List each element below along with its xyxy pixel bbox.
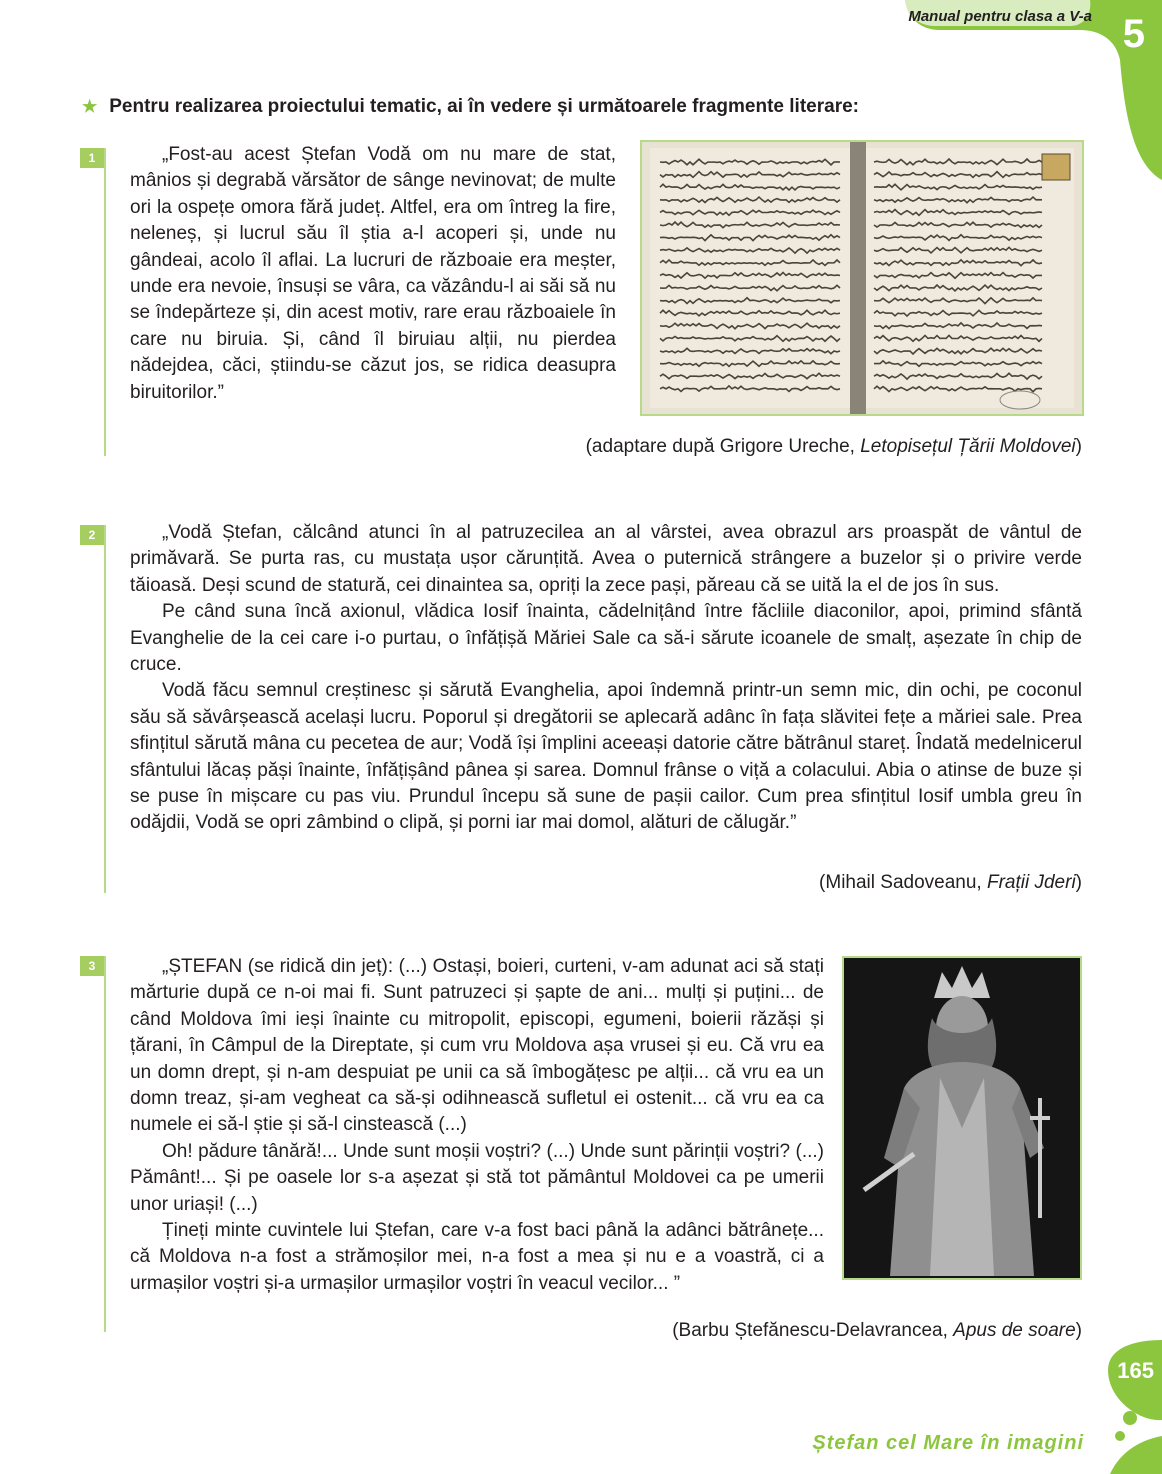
- fragment-2-source: [819, 872, 1082, 894]
- fragment-3-paragraph: Oh! pădure tânără!... Unde sunt moșii voștri? (...) Unde sunt părinții voștri? (...) Pământ!... Și pe oasele lor s-a așezat și stă tot pământul Moldovei ca pe umerii unor uriași! (...): [130, 1140, 824, 1215]
- fragment-3-badge: 3: [80, 956, 104, 976]
- portrait-image: [842, 956, 1082, 1280]
- fragment-3-paragraph: „ȘTEFAN (se ridică din jeț): (...) Ostași, boieri, curteni, v-am adunat aci să stați mărturie după ce n-oi mai fi. Sunt patruzeci și șapte de ani... mulți și puțini... de când Moldova îmi ieși înainte cu mitropolit, episcopi, egumeni, boierii răzăși și țărani, în Câmpul de la Direptate, și cum vru Moldova așa vrusei și eu. Că vru ea un domn drept, și n-am despuiat pe unii ca să îmbogățesc pe alții... că vru ea un domn treaz, și-am vegheat ca să-și odihnească sufletul ei ostenit... că vru ea ca numele ei să-l știe și să-l cinstească (...): [130, 956, 824, 1136]
- source-title: Apus de soare: [953, 1320, 1076, 1341]
- dot-icon: [1115, 1431, 1125, 1441]
- fragment-2-text: [130, 520, 1082, 837]
- star-icon: ★: [82, 97, 98, 116]
- source-prefix: (Mihail Sadoveanu,: [819, 872, 987, 893]
- section-title: Ștefan cel Mare în imagini: [812, 1432, 1084, 1454]
- fragment-1-text: [130, 142, 616, 406]
- manuscript-illustration: [642, 142, 1082, 414]
- fragment-3-paragraph: Țineți minte cuvintele lui Ștefan, care v-a fost baci până la adânci bătrânețe... că Moldova n-a fost a strămoșilor mei, n-a fost a mea și nu e a voastră, ci a urmașilor voștri și-a urmașilor urmașilor voștri în veacul vecilor... ”: [130, 1220, 824, 1294]
- fragment-3-line: [104, 956, 106, 1332]
- chapter-number: 5: [1122, 12, 1145, 56]
- fragment-2-paragraph: „Vodă Ștefan, călcând atunci în al patruzecilea an al vârstei, avea obrazul ars proaspăt de vântul de primăvară. Se purta ras, cu mustața ușor cărunțită. Avea o puternică strângere a buzelor și o privire verde tăioasă. Deși scund de statură, cei dinaintea sa, opriți la zece pași, păreau că se uită la el de jos în sus.: [130, 522, 1082, 596]
- intro-text: Pentru realizarea proiectului tematic, ai în vedere și următoarele fragmente literare:: [109, 96, 859, 117]
- source-suffix: ): [1075, 1320, 1082, 1341]
- fragment-2-paragraph: Vodă făcu semnul creștinesc și sărută Evanghelia, apoi îndemnă printr-un semn mic, din ochi, pe coconul său să săvârșească același lucru. Poporul și dregătorii se aplecară adânc în fața slăvitei fețe a măriei sale. Prea sfințitul sărută mâna cu pecetea de aur; Vodă își împlini aceeași datorie către bătrânul stareț. Îndată medelnicerul sfântului lăcaș păși înainte, înfățișând pânea și sarea. Domnul frânse o viță a colacului. Abia o atinse de buze și se puse în mișcare cu pas viu. Prundul începu să sune de pașii cailor. Cum prea sfințitul Iosif umbla greu în odăjdii, Vodă se opri zâmbind o clipă, și porni iar mai domol, alături de călugăr.”: [130, 680, 1082, 834]
- intro-line: [82, 96, 859, 118]
- source-prefix: (adaptare după Grigore Ureche,: [585, 436, 861, 457]
- fragment-1-source: [586, 436, 1082, 458]
- fragment-2-paragraph: Pe când suna încă axionul, vlădica Iosif înainta, cădelnițând între făcliile diaconilor, apoi, primind sfântă Evanghelie de la cei care i-o purtau, o înfățișă Măriei Sale ca să-i sărute icoanele de smalț, așezate în chip de cruce.: [130, 601, 1082, 676]
- fragment-3-text: [130, 954, 824, 1297]
- page-number: 165: [1117, 1358, 1154, 1383]
- source-title: Frații Jderi: [986, 872, 1076, 893]
- fragment-2-line: [104, 525, 106, 893]
- manual-title: Manual pentru clasa a V-a: [908, 8, 1092, 25]
- fragment-3-source: [672, 1320, 1082, 1342]
- dot-icon: [1123, 1411, 1137, 1425]
- fragment-1-badge: 1: [80, 148, 104, 168]
- fragment-2-badge: 2: [80, 525, 104, 545]
- fragment-1-line: [104, 148, 106, 456]
- source-suffix: ): [1075, 436, 1082, 457]
- source-suffix: ): [1075, 872, 1082, 893]
- source-prefix: (Barbu Ștefănescu-Delavrancea,: [672, 1320, 954, 1341]
- stefan-statue-illustration: [844, 958, 1080, 1278]
- manuscript-image: [640, 140, 1084, 416]
- fragment-1-paragraph: „Fost-au acest Ștefan Vodă om nu mare de stat, mânios și degrabă vărsător de sânge nevinovat; de multe ori la ospețe omora fără județ. Altfel, era om întreg la fire, neleneș, și lucrul său îl știa a-l acoperi și, unde nu gândeai, acolo îl aflai. La lucruri de războaie era meșter, unde era nevoie, însuși se vâra, ca văzându-l ai săi să nu se îndepărteze și, din acest motiv, rare erau războaiele în care nu biruia. Și, când îl biruiau alții, nu pierdea nădejdea, căci, știindu-se căzut jos, se ridica deasupra biruitorilor.”: [130, 144, 616, 403]
- source-title: Letopisețul Țării Moldovei: [860, 436, 1076, 457]
- corner-shape: [1110, 1436, 1162, 1474]
